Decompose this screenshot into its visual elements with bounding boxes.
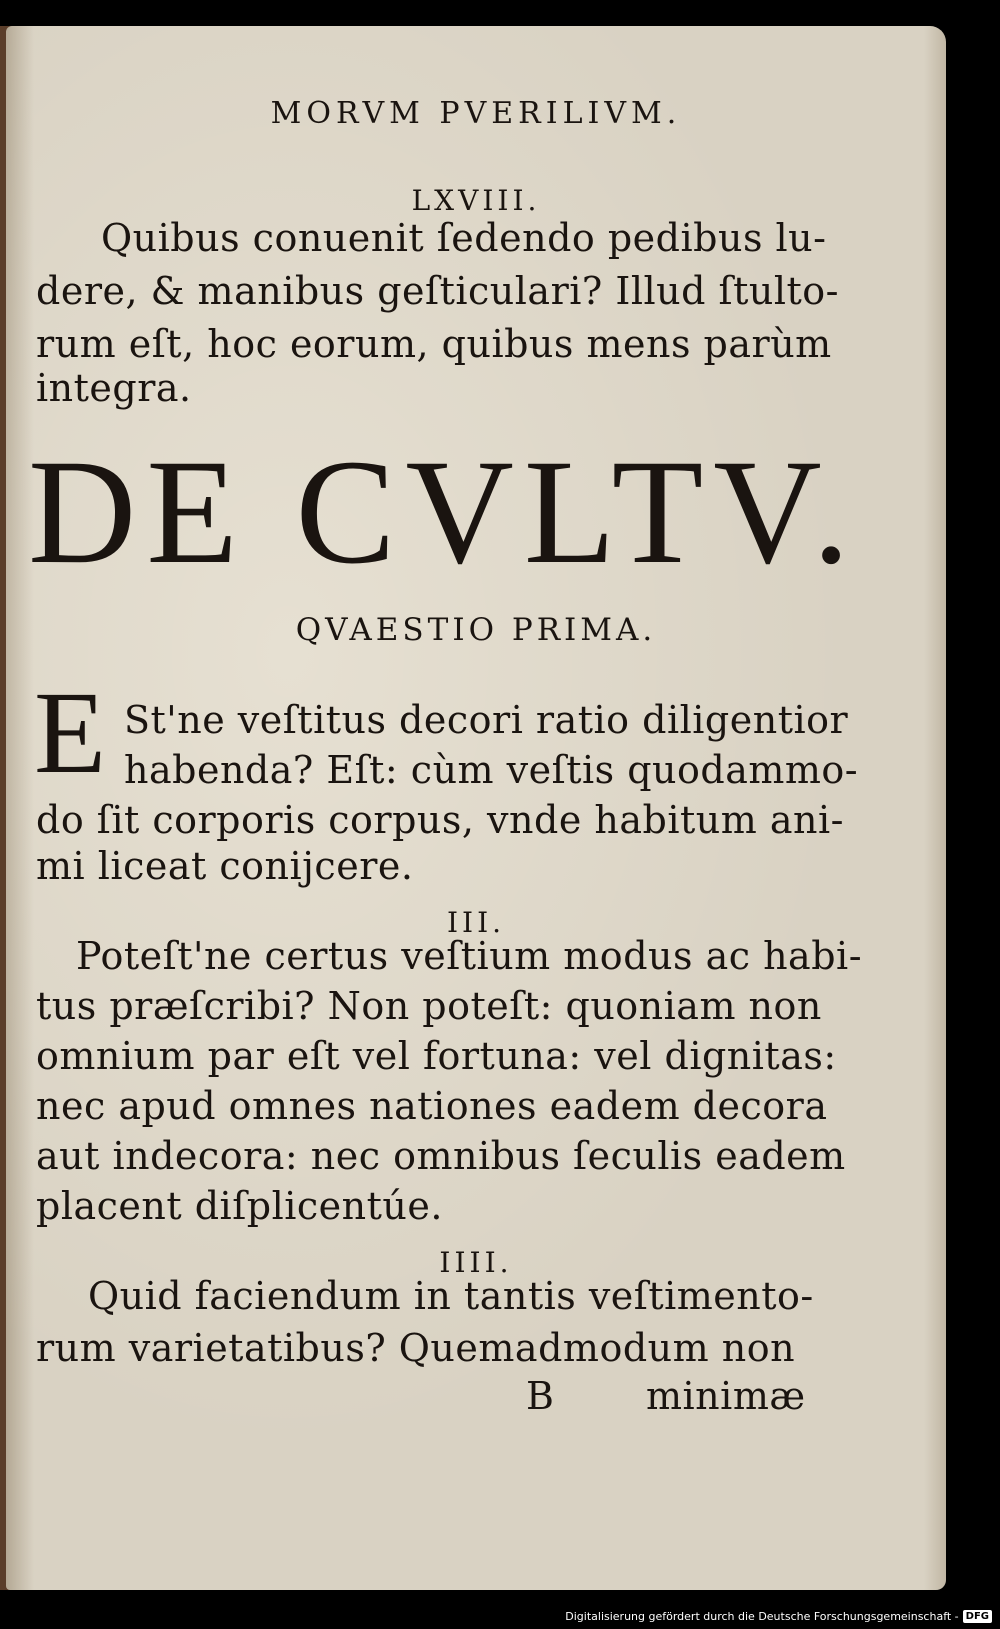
- text-line: tus præſcribi? Non poteſt: quoniam non: [36, 984, 822, 1028]
- chapter-subtitle: QVAESTIO PRIMA.: [295, 612, 657, 648]
- text-line: do ſit corporis corpus, vnde habitum ani-: [36, 798, 844, 842]
- section-number: LXVIII.: [411, 184, 541, 217]
- catchword: minimæ: [646, 1374, 806, 1418]
- text-line: integra.: [36, 366, 192, 410]
- section-number: III.: [446, 906, 506, 939]
- text-line: Quid faciendum in tantis veſtimento-: [88, 1274, 814, 1318]
- text-line: habenda? Eſt: cùm veſtis quodammo-: [124, 748, 859, 792]
- text-line: omnium par eſt vel fortuna: vel dignitas:: [36, 1034, 837, 1078]
- running-head: MORVM PVERILIVM.: [270, 96, 682, 131]
- text-line: aut indecora: nec omnibus ſeculis eadem: [36, 1134, 846, 1178]
- drop-cap: E: [34, 667, 107, 798]
- text-line: rum eſt, hoc eorum, quibus mens parùm: [36, 322, 832, 366]
- text-line: Quibus conuenit ſedendo pedibus lu-: [101, 216, 827, 260]
- text-line: mi liceat conijcere.: [36, 844, 414, 888]
- footer-text: Digitalisierung gefördert durch die Deutsche Forschungsgemeinschaft -: [565, 1610, 959, 1623]
- text-line: dere, & manibus geſticulari? Illud ſtulto-: [36, 269, 840, 313]
- text-line: placent diſplicentúe.: [36, 1184, 443, 1228]
- text-line: Poteſt'ne certus veſtium modus ac habi-: [76, 934, 863, 978]
- signature-mark: B: [526, 1374, 555, 1418]
- text-line: St'ne veſtitus decori ratio diligentior: [124, 698, 849, 742]
- footer-credit: [565, 1610, 992, 1623]
- text-line: nec apud omnes nationes eadem decora: [36, 1084, 828, 1128]
- book-page: [6, 26, 946, 1590]
- dfg-logo: DFG: [963, 1610, 992, 1623]
- section-number: IIII.: [439, 1246, 513, 1279]
- chapter-title: DE CVLTV.: [28, 429, 860, 595]
- text-line: rum varietatibus? Quemadmodum non: [36, 1326, 796, 1370]
